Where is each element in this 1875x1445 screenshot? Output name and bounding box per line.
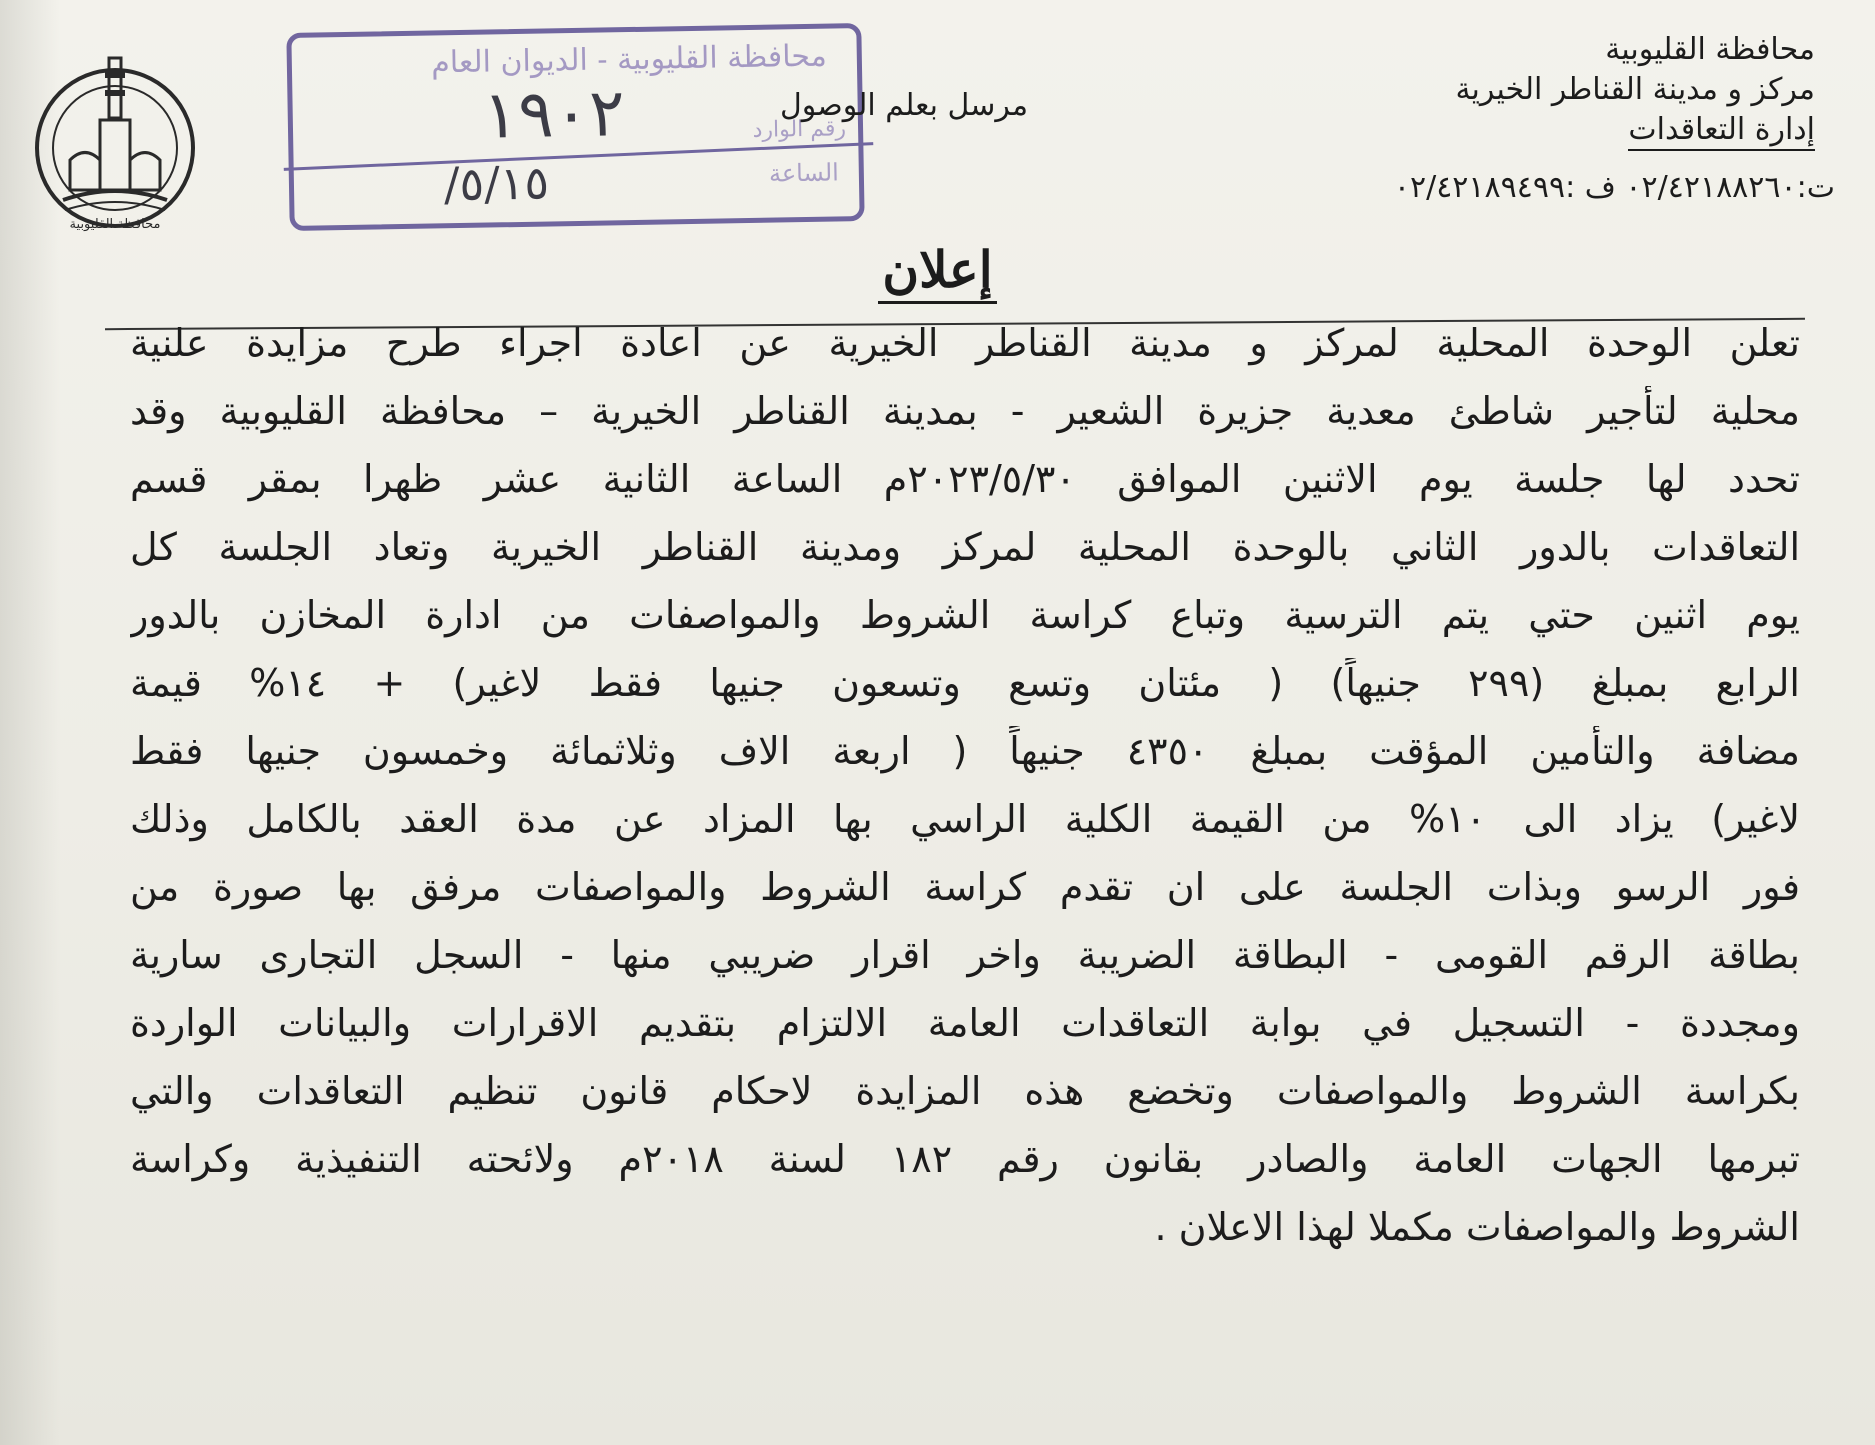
stamp-date: /٥/١٥ xyxy=(443,155,550,212)
body-line: تحدد لها جلسة يوم الاثنين الموافق ٢٠٢٣/٥/٣٠م الساعة الثانية عشر ظهرا بمقر قسم xyxy=(130,457,1800,501)
title-text: إعلان xyxy=(878,240,996,304)
governorate-seal-logo xyxy=(25,50,205,240)
page-title xyxy=(0,240,1875,299)
body-line: يوم اثنين حتي يتم الترسية وتباع كراسة الشروط والمواصفات من ادارة المخازن بالدور xyxy=(130,593,1800,637)
body-line: مضافة والتأمين المؤقت بمبلغ ٤٣٥٠ جنيهاً ( اربعة الاف وثلاثمائة وخمسون جنيها فقط xyxy=(130,729,1800,773)
body-line: الشروط والمواصفات مكملا لهذا الاعلان . xyxy=(1154,1205,1800,1249)
body-line: ومجددة - التسجيل في بوابة التعاقدات العامة الالتزام بتقديم الاقرارات والبيانات الواردة xyxy=(130,1001,1800,1045)
sent-with-receipt-label: مرسل بعلم الوصول xyxy=(780,88,1029,123)
body-line: لاغير) يزاد الى ١٠% من القيمة الكلية الراسي بها المزاد عن مدة العقد بالكامل وذلك xyxy=(130,797,1800,841)
governorate-name: محافظة القليوبية xyxy=(1605,32,1815,67)
stamp-incoming-number: ١٩٠٢ xyxy=(482,74,626,154)
letterhead xyxy=(1215,30,1815,151)
stamp-time-label: الساعة xyxy=(768,158,840,188)
body-line: بطاقة الرقم القومى - البطاقة الضريبة واخر اقرار ضريبي منها - السجل التجارى سارية xyxy=(130,933,1800,977)
incoming-mail-stamp xyxy=(286,23,864,231)
contact-numbers: ت:٠٢/٤٢١٨٨٢٦٠ ف :٠٢/٤٢١٨٩٤٩٩ xyxy=(1393,170,1835,205)
stamp-office-text: محافظة القليوبية - الديوان العام xyxy=(430,38,828,81)
body-line: فور الرسو وبذات الجلسة على ان تقدم كراسة الشروط والمواصفات مرفق بها صورة من xyxy=(130,865,1800,909)
stamp-received-label: رقم الوارد xyxy=(752,116,847,143)
seal-text: محافظة القليوبية xyxy=(69,217,161,232)
body-line: تعلن الوحدة المحلية لمركز و مدينة القناطر الخيرية عن اعادة اجراء طرح مزايدة علنية xyxy=(130,321,1800,365)
body-line: بكراسة الشروط والمواصفات وتخضع هذه المزايدة لاحكام قانون تنظيم التعاقدات والتي xyxy=(130,1069,1800,1113)
center-name: مركز و مدينة القناطر الخيرية xyxy=(1455,72,1815,107)
body-line: التعاقدات بالدور الثاني بالوحدة المحلية لمركز ومدينة القناطر الخيرية وتعاد الجلسة كل xyxy=(130,525,1800,569)
body-line: تبرمها الجهات العامة والصادر بقانون رقم ١٨٢ لسنة ٢٠١٨م ولائحته التنفيذية وكراسة xyxy=(130,1137,1800,1181)
department-name: إدارة التعاقدات xyxy=(1628,111,1815,151)
body-line: محلية لتأجير شاطئ معدية جزيرة الشعير - بمدينة القناطر الخيرية – محافظة القليوبية وقد xyxy=(130,389,1800,433)
body-line: الرابع بمبلغ (٢٩٩ جنيهاً) ( مئتان وتسع وتسعون جنيها فقط لاغير) + ١٤% قيمة xyxy=(130,661,1800,705)
